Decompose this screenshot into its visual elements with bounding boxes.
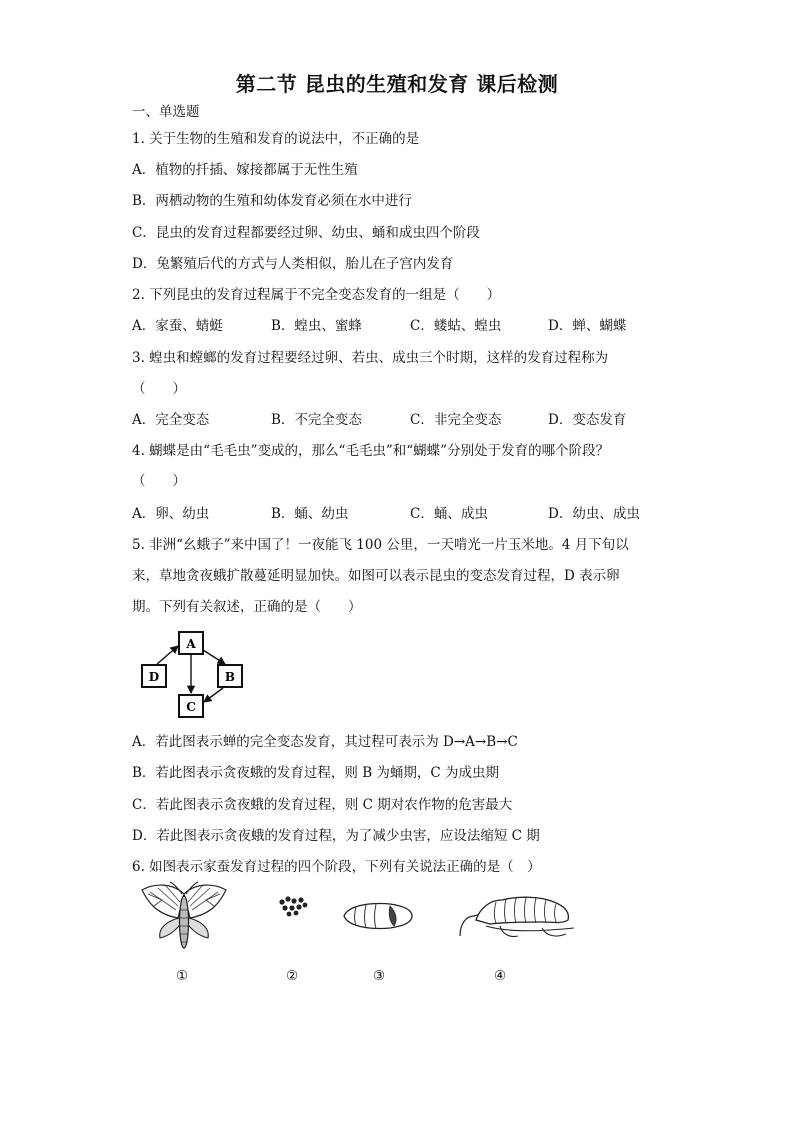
stage-label-3: ③ [373, 968, 386, 984]
q2-option-a: A．家蚕、蜻蜓 [132, 318, 223, 334]
silkworm-stages-figure [138, 880, 598, 990]
q1-option-c: C．昆虫的发育过程都要经过卵、幼虫、蛹和成虫四个阶段 [132, 225, 480, 241]
q5-option-a: A．若此图表示蝉的完全变态发育，其过程可表示为 D→A→B→C [132, 734, 518, 750]
q4-option-a: A．卵、幼虫 [132, 506, 210, 522]
q3-stem-blank: （ ） [132, 381, 186, 397]
pupa-illustration [340, 898, 414, 932]
diagram-label-b: B [224, 670, 236, 684]
stage-label-4: ④ [494, 968, 507, 984]
q5-option-b: B．若此图表示贪夜蛾的发育过程，则 B 为蛹期，C 为成虫期 [132, 765, 500, 781]
stage-label-2: ② [286, 968, 299, 984]
q4-stem-blank: （ ） [132, 473, 186, 489]
q5-stem-line2: 来，草地贪夜蛾扩散蔓延明显加快。如图可以表示昆虫的变态发育过程，D 表示卵 [132, 568, 620, 584]
q2-option-d: D．蝉、蝴蝶 [548, 318, 627, 334]
larva-illustration [456, 886, 578, 942]
eggs-illustration [276, 894, 310, 918]
q1-option-a: A．植物的扦插、嫁接都属于无性生殖 [132, 162, 358, 178]
q2-stem: 2. 下列昆虫的发育过程属于不完全变态发育的一组是（ ） [132, 287, 501, 303]
stage-label-1: ① [176, 968, 189, 984]
diagram-label-a: A [186, 637, 196, 651]
moth-illustration [138, 880, 230, 960]
q1-option-b: B．两栖动物的生殖和幼体发育必须在水中进行 [132, 193, 412, 209]
q5-stem-line3: 期。下列有关叙述，正确的是（ ） [132, 599, 362, 615]
q6-stem: 6. 如图表示家蚕发育过程的四个阶段，下列有关说法正确的是（ ） [132, 859, 541, 875]
q3-option-d: D．变态发育 [548, 412, 627, 428]
q5-option-c: C．若此图表示贪夜蛾的发育过程，则 C 期对农作物的危害最大 [132, 797, 513, 813]
q5-option-d: D．若此图表示贪夜蛾的发育过程，为了减少虫害，应设法缩短 C 期 [132, 828, 540, 844]
q3-option-a: A．完全变态 [132, 412, 210, 428]
q3-option-b: B．不完全变态 [271, 412, 362, 428]
q2-option-b: B．蝗虫、蜜蜂 [271, 318, 362, 334]
q3-option-c: C．非完全变态 [410, 412, 502, 428]
q1-option-d: D．兔繁殖后代的方式与人类相似，胎儿在子宫内发育 [132, 256, 454, 272]
arrow-b-to-c [204, 688, 223, 702]
q4-option-b: B．蛹、幼虫 [271, 506, 349, 522]
q4-option-c: C．蛹、成虫 [410, 506, 488, 522]
q3-stem: 3. 蝗虫和螳螂的发育过程要经过卵、若虫、成虫三个时期，这样的发育过程称为 [132, 350, 609, 366]
q5-stem-line1: 5. 非洲“幺蛾子”来中国了！一夜能飞 100 公里，一天啃光一片玉米地。4 月下旬以 [132, 537, 629, 553]
q2-option-c: C．蝼蛄、蝗虫 [410, 318, 502, 334]
section-heading: 一、单选题 [132, 104, 200, 120]
q1-stem: 1. 关于生物的生殖和发育的说法中，不正确的是 [132, 131, 420, 147]
q4-stem: 4. 蝴蝶是由“毛毛虫”变成的，那么“毛毛虫”和“蝴蝶”分别处于发育的哪个阶段？ [132, 443, 610, 459]
arrow-d-to-a [157, 646, 178, 664]
diagram-label-d: D [148, 670, 160, 684]
lifecycle-cycle-diagram [138, 628, 250, 720]
diagram-label-c: C [186, 700, 196, 714]
page-title: 第二节 昆虫的生殖和发育 课后检测 [235, 72, 559, 96]
arrow-a-to-b [203, 650, 225, 664]
q4-option-d: D．幼虫、成虫 [548, 506, 640, 522]
